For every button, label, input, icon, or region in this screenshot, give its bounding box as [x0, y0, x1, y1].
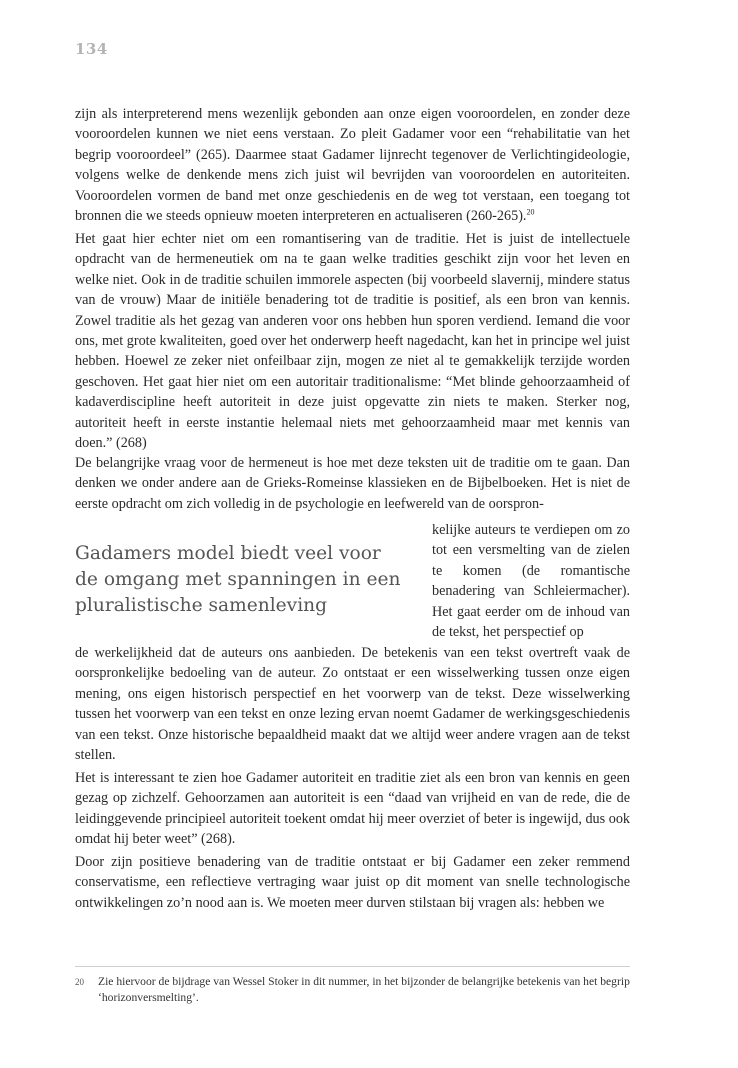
paragraph-authority: Het is interessant te zien hoe Gadamer autoriteit en traditie ziet als een bron van kennis en geen gezag op zichzelf. Gehoorzamen aan autoriteit is een “daad van vrijheid en van de rede, die de leidinggevende principieel autoriteit toekent omdat hij meer overziet of beter is ingewijd, dus ook omdat hij beter weet” (268).	[75, 770, 630, 848]
paragraph-prejudice-text: zijn als interpreterend mens wezenlijk gebonden aan onze eigen vooroordelen, en zonder deze vooroordelen kunnen we niet eens verstaan. Zo pleit Gadamer voor een “rehabilitatie van het begrip vooroordeel” (265). Daarmee staat Gadamer lijnrecht tegenover de Verlichtingideologie, volgens welke de denkende mens zich juist wil bevrijden van vooroordelen en autoriteiten. Vooroordelen vormen de band met onze geschiedenis en de weg tot verstaan, een toegang tot bronnen die we steeds opnieuw moeten interpreteren en actualiseren (260-265).	[75, 106, 630, 225]
paragraph-conservatism: Door zijn positieve benadering van de traditie ontstaat er bij Gadamer een zeker remmend conservatisme, een reflectieve vertraging waar juist op dit moment van snelle technologische ontwikkelingen zo’n nood aan is. We moeten meer durven stilstaan bij vragen als: hebben we	[75, 854, 630, 911]
paragraph-tradition: Het gaat hier echter niet om een romantisering van de traditie. Het is juist de intellectuele opdracht van de hermeneutiek om na te gaan welke tradities geschikt zijn voor het leven en welke niet. Ook in de traditie schuilen immorele aspecten (bij voorbeeld slavernij, mindere status van de vrouw) Maar de initiële benadering tot de traditie is positief, als een bron van kennis. Zowel traditie als het gezag van anderen voor ons hebben hun sporen verdiend. Iemand die voor ons, met grote kwaliteiten, goed over het onderwerp heeft nagedacht, kan het in principe wel juist hebben. Hoewel ze zeker niet onfeilbaar zijn, mogen ze niet al te gemakkelijk terzijde worden geschoven. Het gaat hier niet om een autoritair traditionalisme: “Met blinde gehoorzaamheid of kadaverdiscipline heeft autoriteit in deze juist opgevatte zin niets te maken. Sterker nog, autoriteit heeft in eerste instantie helemaal niets met gehoorzaamheid maar met kennis van doen.” (268)	[75, 231, 630, 452]
paragraph-hermeneut-start: De belangrijke vraag voor de hermeneut is hoe met deze teksten uit de traditie om te gaan. Dan denken we onder andere aan de Grieks-Romeinse klassieken en de Bijbelboeken. Het is niet de eerste opdracht om zich volledig in de psychologie en leefwereld van de oorspron-	[75, 455, 630, 512]
paragraph-prejudice	[75, 104, 630, 226]
page-number: 134	[75, 40, 108, 58]
footnote-divider	[75, 966, 630, 967]
footnote-number: 20	[75, 977, 84, 987]
footnote-text: Zie hiervoor de bijdrage van Wessel Stoker in dit nummer, in het bijzonder de belangrijke betekenis van het begrip ‘horizonversmelting’.	[98, 975, 630, 1004]
paragraph-hermeneut-end: de werkelijkheid dat de auteurs ons aanbieden. De betekenis van een tekst overtreft vaak de oorspronkelijke bedoeling van de auteur. Zo ontstaat er een wisselwerking tussen onze eigen mening, ons eigen historisch perspectief en het voorwerp van de tekst. Deze wisselwerking tussen het voorwerp van een tekst en onze lezing ervan noemt Gadamer de werkingsgeschiedenis van een tekst. Onze historische bepaaldheid maakt dat we altijd weer andere vragen aan de tekst stellen.	[75, 645, 630, 764]
paragraph-hermeneut-wrap: kelijke auteurs te verdiepen om zo tot een versmelting van de zielen te komen (de romantische benadering van Schleiermacher). Het gaat eerder om de inhoud van de tekst, het perspectief op	[432, 522, 630, 641]
pull-quote: Gadamers model biedt veel voor de omgang met spanningen in een pluralistische samenleving	[75, 543, 401, 616]
footnote-reference[interactable]: 20	[526, 207, 535, 217]
